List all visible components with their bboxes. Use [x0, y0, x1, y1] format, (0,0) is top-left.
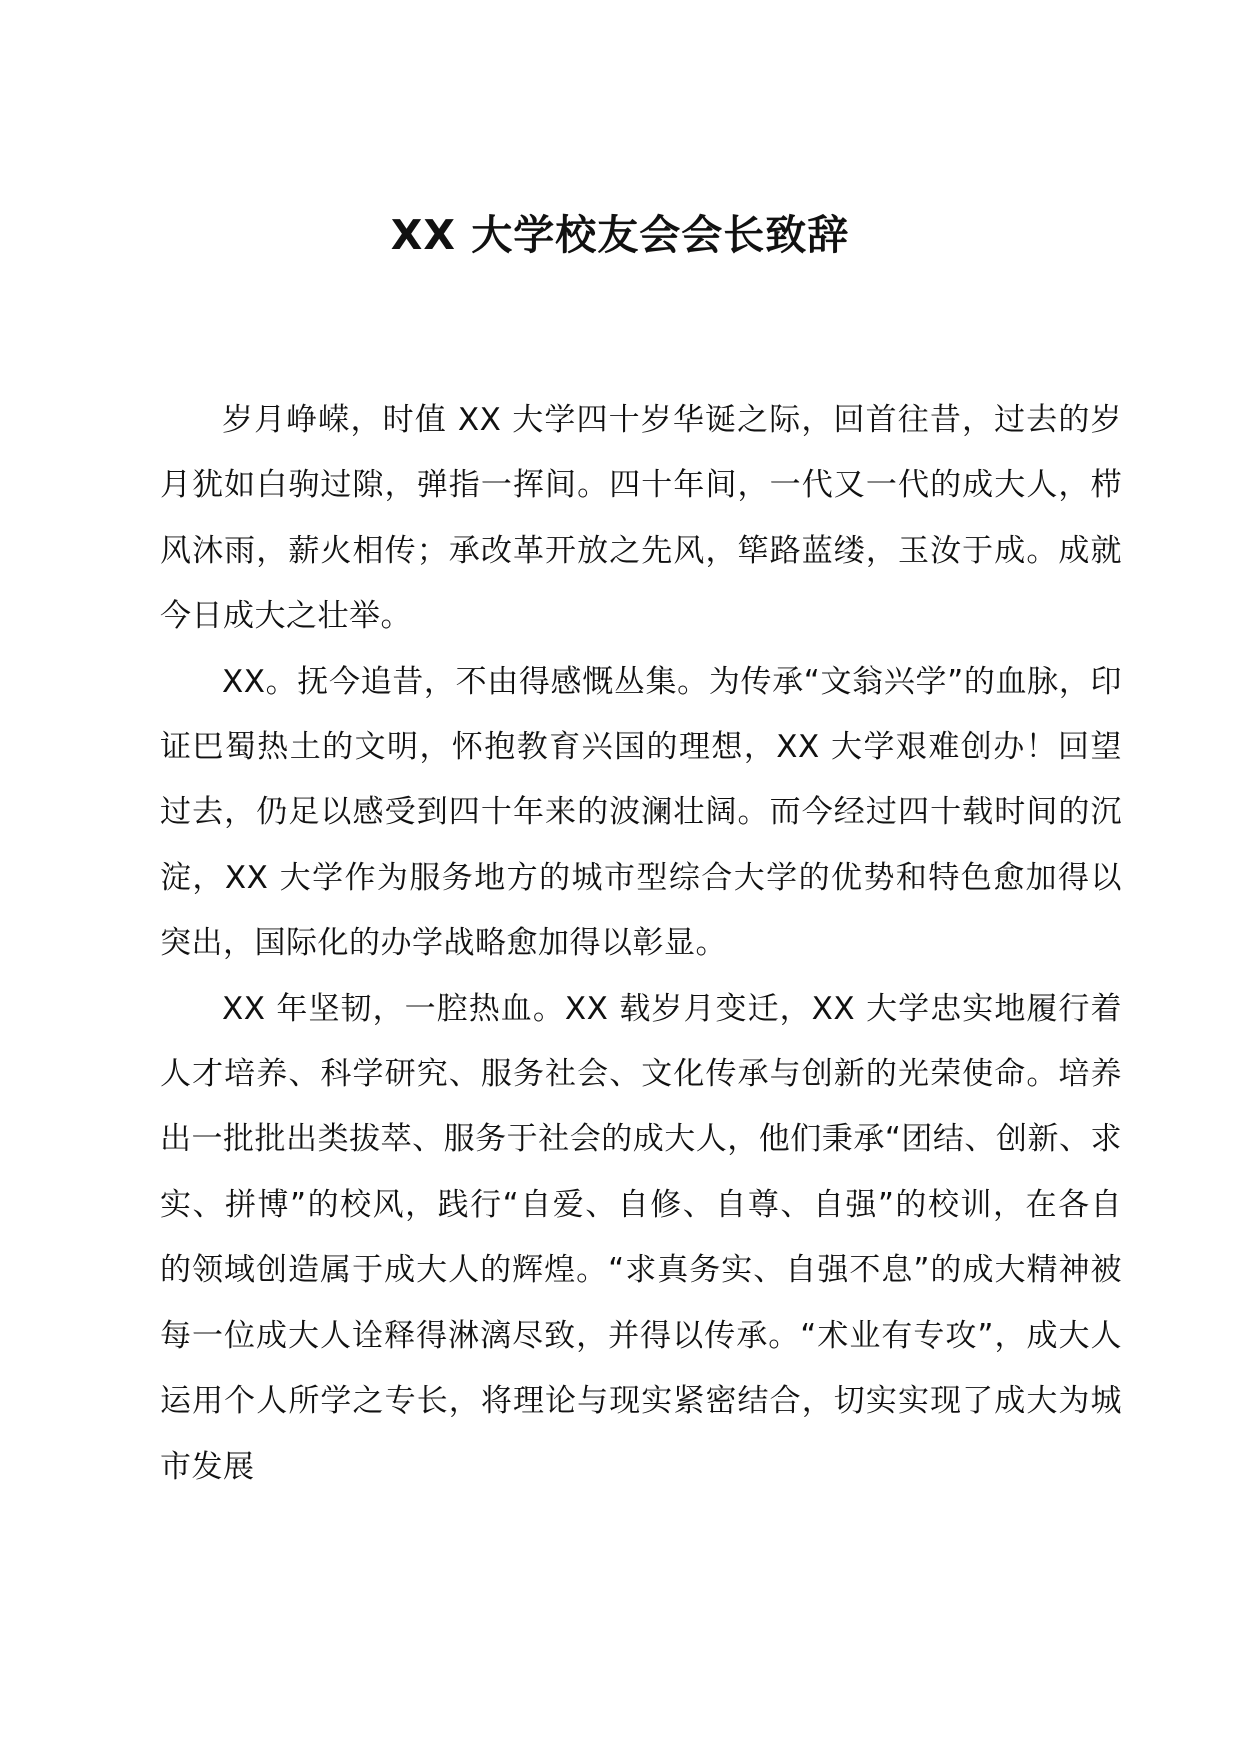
document-body [160, 388, 1122, 1500]
paragraph-3: XX 年坚韧，一腔热血。XX 载岁月变迁，XX 大学忠实地履行着人才培养、科学研究、服务社会、文化传承与创新的光荣使命。培养出一批批出类拔萃、服务于社会的成大人，他们秉承“团结、创新、求实、拼博”的校风，践行“自爱、自修、自尊、自强”的校训，在各自的领域创造属于成大人的辉煌。“求真务实、自强不息”的成大精神被每一位成大人诠释得淋漓尽致，并得以传承。“术业有专攻”，成大人运用个人所学之专长，将理论与现实紧密结合，切实实现了成大为城市发展 [160, 990, 1122, 1485]
document-title: XX 大学校友会会长致辞 [390, 211, 850, 259]
paragraph-2: XX。抚今追昔，不由得感慨丛集。为传承“文翁兴学”的血脉，印证巴蜀热土的文明，怀抱教育兴国的理想，XX 大学艰难创办！回望过去，仍足以感受到四十年来的波澜壮阔。而今经过四十载时间的沉淀，XX 大学作为服务地方的城市型综合大学的优势和特色愈加得以突出，国际化的办学战略愈加得以彰显。 [160, 663, 1122, 962]
paragraph-1: 岁月峥嵘，时值 XX 大学四十岁华诞之际，回首往昔，过去的岁月犹如白驹过隙，弹指一挥间。四十年间，一代又一代的成大人，栉风沐雨，薪火相传；承改革开放之先风，筚路蓝缕，玉汝于成。成就今日成大之壮举。 [160, 402, 1122, 635]
